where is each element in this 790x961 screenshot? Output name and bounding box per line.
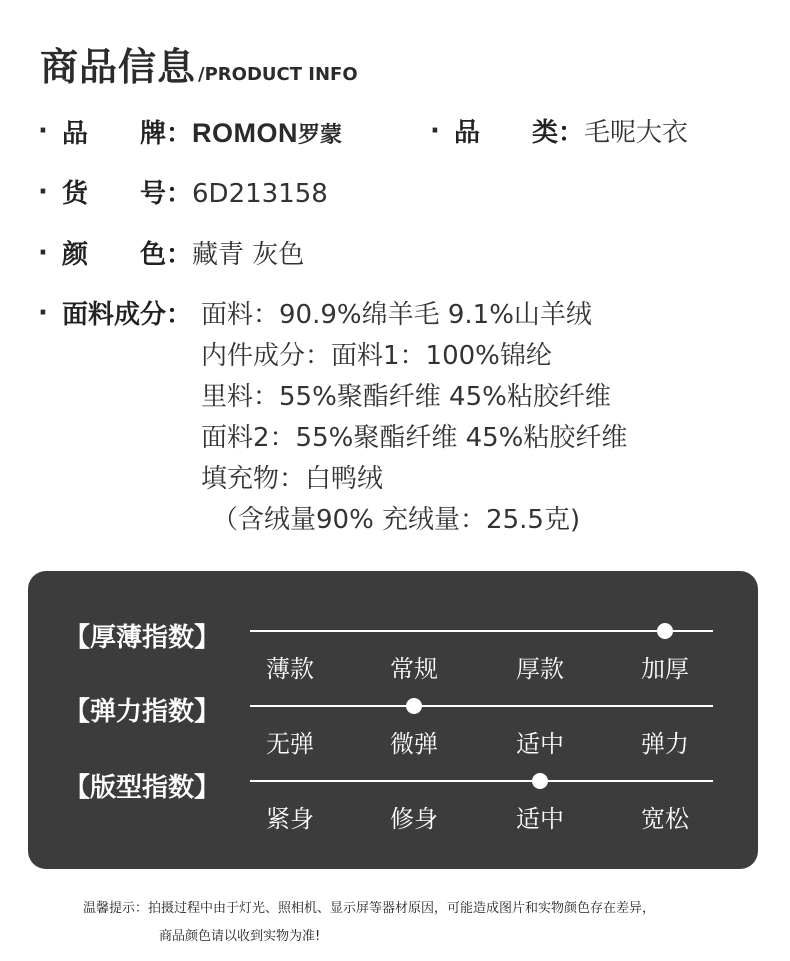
color-label: 颜 色： xyxy=(62,240,193,270)
sku-row xyxy=(62,177,328,211)
index-option: 紧身 xyxy=(266,805,314,833)
index-marker-fit xyxy=(532,773,548,789)
title-en: /PRODUCT INFO xyxy=(198,64,358,85)
index-option: 常规 xyxy=(390,655,438,683)
brand-logo-cn: 罗蒙 xyxy=(298,123,343,148)
index-marker-elasticity xyxy=(406,698,422,714)
brand-row xyxy=(62,116,342,153)
index-option: 加厚 xyxy=(641,655,689,683)
index-title-elasticity: 【弹力指数】 xyxy=(64,697,221,727)
index-option: 适中 xyxy=(516,805,564,833)
sku-value: 6D213158 xyxy=(192,179,328,209)
fabric-line: 填充物：白鸭绒 xyxy=(201,464,384,494)
category-row xyxy=(454,116,688,150)
index-title-fit: 【版型指数】 xyxy=(64,773,221,803)
page-title xyxy=(40,36,358,91)
footnote-line2: 商品颜色请以收到实物为准! xyxy=(159,929,321,944)
color-row xyxy=(62,238,304,272)
color-value: 藏青 灰色 xyxy=(192,240,305,270)
index-option: 薄款 xyxy=(266,655,314,683)
fabric-label: 面料成分： xyxy=(62,300,193,330)
brand-logo-en: ROMON xyxy=(192,118,299,148)
fabric-line: 面料2：55%聚酯纤维 45%粘胶纤维 xyxy=(201,423,628,453)
index-option: 宽松 xyxy=(641,805,689,833)
fabric-line: （含绒量90% 充绒量：25.5克) xyxy=(212,505,581,535)
bullet-dot: · xyxy=(430,116,440,146)
fabric-label-row xyxy=(62,298,192,332)
index-option: 修身 xyxy=(390,805,438,833)
bullet-dot: · xyxy=(38,116,48,146)
fabric-line: 里料：55%聚酯纤维 45%粘胶纤维 xyxy=(201,382,611,412)
index-option: 弹力 xyxy=(641,730,689,758)
index-track-fit xyxy=(250,780,713,782)
index-option: 适中 xyxy=(516,730,564,758)
brand-label: 品 牌： xyxy=(62,119,193,149)
index-option: 微弹 xyxy=(390,730,438,758)
index-title-thickness: 【厚薄指数】 xyxy=(64,623,221,653)
fabric-line: 内件成分：面料1：100%锦纶 xyxy=(201,341,552,371)
index-marker-thickness xyxy=(657,623,673,639)
category-label: 品 类： xyxy=(454,118,585,148)
sku-label: 货 号： xyxy=(62,179,193,209)
index-option: 厚款 xyxy=(516,655,564,683)
category-value: 毛呢大衣 xyxy=(584,118,689,148)
index-option: 无弹 xyxy=(266,730,314,758)
index-track-elasticity xyxy=(250,705,713,707)
bullet-dot: · xyxy=(38,238,48,268)
fabric-line: 面料：90.9%绵羊毛 9.1%山羊绒 xyxy=(201,300,592,330)
index-panel xyxy=(28,571,758,869)
bullet-dot: · xyxy=(38,298,48,328)
title-cn: 商品信息 xyxy=(40,45,197,89)
bullet-dot: · xyxy=(38,177,48,207)
index-track-thickness xyxy=(250,630,713,632)
footnote-line1: 温馨提示：拍摄过程中由于灯光、照相机、显示屏等器材原因，可能造成图片和实物颜色存在差异， xyxy=(83,901,656,916)
